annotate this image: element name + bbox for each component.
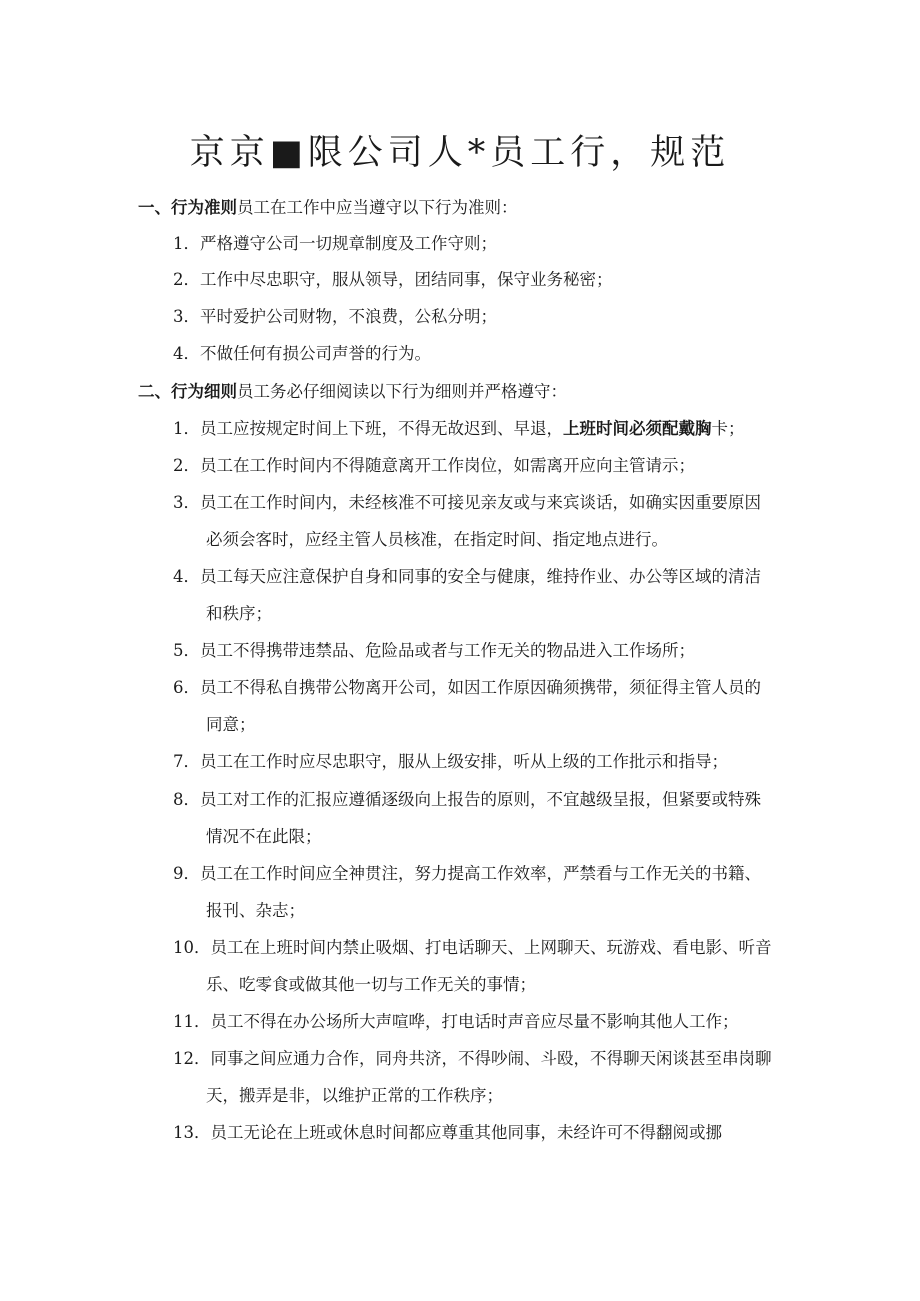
item-continuation: 报刊、杂志； [206,901,305,920]
list-item [173,454,695,478]
list-item [173,1121,722,1145]
item-continuation: 必须会客时，应经主管人员核准，在指定时间、指定地点进行。 [206,530,668,549]
list-item [173,417,745,441]
item-text: ．员工每天应注意保护自身和同事的安全与健康，维持作业、办公等区域的清洁 [183,567,761,586]
list-item [173,676,761,700]
list-item [173,305,497,329]
item-number: 1 [173,419,184,438]
item-text: ．同事之间应通力合作，同舟共济，不得吵闹、斗殴，不得聊天闲谈甚至串岗聊 [194,1049,772,1068]
item-text: ．员工在工作时间内，未经核准不可接见亲友或与来宾谈话，如确实因重要原因 [183,493,761,512]
item-text: ．员工对工作的汇报应遵循逐级向上报告的原则，不宜越级呈报，但紧要或特殊 [183,790,761,809]
section-1-heading-line [138,196,518,220]
item-number: 12 [173,1049,194,1068]
item-continuation: 和秩序； [206,604,272,623]
list-item [173,639,695,663]
list-item [173,1047,772,1071]
item-number: 5 [173,641,184,660]
item-text: ．员工应按规定时间上下班，不得无故迟到、早退， [183,419,563,438]
list-item [173,565,761,589]
item-text: ．员工不得在办公场所大声喧哗，打电话时声音应尽量不影响其他人工作； [194,1012,739,1031]
item-number: 3 [173,493,184,512]
list-item [173,268,613,292]
item-text: ．不做任何有损公司声誉的行为。 [183,344,431,363]
item-number: 7 [173,752,184,771]
list-item [173,232,497,256]
item-text: ．员工在工作时间内不得随意离开工作岗位，如需离开应向主管请示； [183,456,695,475]
item-text: ．员工不得私自携带公物离开公司，如因工作原因确须携带，须征得主管人员的 [183,678,761,697]
item-number: 13 [173,1123,194,1142]
item-number: 11 [173,1012,194,1031]
item-continuation: 情况不在此限； [206,827,322,846]
item-text-bold: 上班时间必须配戴胸 [563,419,712,438]
list-item [173,491,761,515]
list-item [173,788,761,812]
item-continuation: 乐、吃零食或做其他一切与工作无关的事情； [206,975,536,994]
item-text: ．严格遵守公司一切规章制度及工作守则； [183,234,497,253]
item-number: 8 [173,790,184,809]
item-number: 2 [173,456,184,475]
item-text: ．员工在工作时应尽忠职守，服从上级安排，听从上级的工作批示和指导； [183,752,728,771]
item-continuation: 天，搬弄是非，以维护正常的工作秩序； [206,1086,503,1105]
section-1-heading: 一、行为准则 [138,198,237,217]
page-title: 京京■限公司人*员工行，规范 [189,133,731,173]
item-number: 9 [173,864,184,883]
list-item [173,1010,739,1034]
list-item [173,750,728,774]
list-item [173,936,772,960]
item-text: ．员工不得携带违禁品、危险品或者与工作无关的物品进入工作场所； [183,641,695,660]
section-2-heading-line [138,380,567,404]
item-number: 1 [173,234,184,253]
list-item [173,342,431,366]
item-text: ．员工在工作时间应全神贯注，努力提高工作效率，严禁看与工作无关的书籍、 [183,864,761,883]
item-text: ．工作中尽忠职守，服从领导，团结同事，保守业务秘密； [183,270,613,289]
item-number: 3 [173,307,184,326]
item-continuation: 同意； [206,715,256,734]
section-2-heading: 二、行为细则 [138,382,237,401]
item-number: 4 [173,567,184,586]
section-2-intro: 员工务必仔细阅读以下行为细则并严格遵守： [237,382,567,401]
item-text: ．员工无论在上班或休息时间都应尊重其他同事，未经许可不得翻阅或挪 [194,1123,722,1142]
item-text: ．平时爱护公司财物，不浪费，公私分明； [183,307,497,326]
item-text-tail: 卡； [711,419,745,438]
section-1-intro: 员工在工作中应当遵守以下行为准则： [237,198,518,217]
item-number: 10 [173,938,194,957]
item-number: 2 [173,270,184,289]
item-number: 6 [173,678,184,697]
item-text: ．员工在上班时间内禁止吸烟、打电话聊天、上网聊天、玩游戏、看电影、听音 [194,938,772,957]
item-number: 4 [173,344,184,363]
list-item [173,862,761,886]
